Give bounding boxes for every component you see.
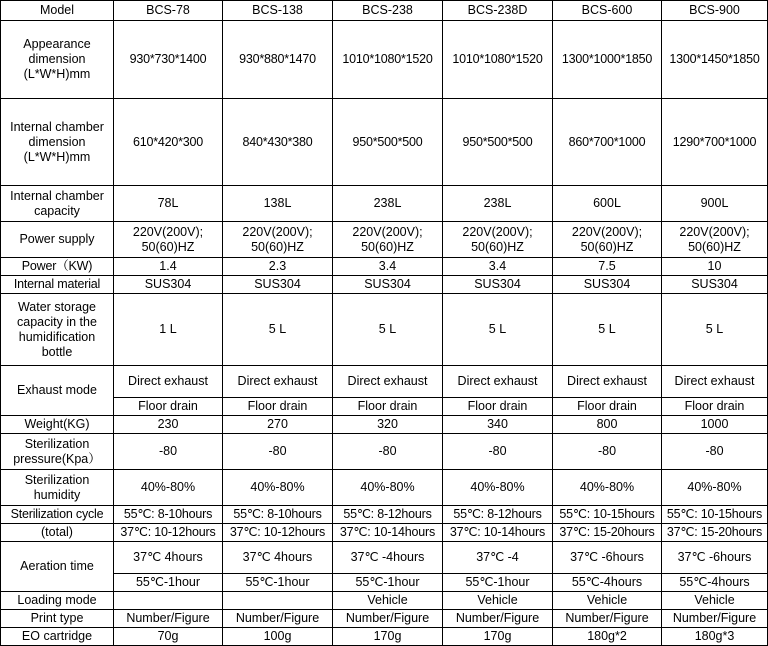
table-cell: 40%-80% <box>443 470 553 506</box>
table-cell: 55℃-4hours <box>662 574 768 592</box>
header-cell: BCS-238 <box>333 1 443 21</box>
table-cell: 950*500*500 <box>333 99 443 186</box>
table-cell: 37℃ 4hours <box>223 542 333 574</box>
table-row-power-supply <box>1 222 768 258</box>
table-row-humidity <box>1 470 768 506</box>
table-cell: SUS304 <box>443 276 553 294</box>
header-row <box>1 1 768 21</box>
table-cell: 340 <box>443 416 553 434</box>
row-label: Sterilization pressure(Kpa） <box>1 434 114 470</box>
table-cell: 180g*3 <box>662 628 768 646</box>
table-cell <box>114 592 223 610</box>
table-cell: 1000 <box>662 416 768 434</box>
table-cell: -80 <box>662 434 768 470</box>
row-label: Exhaust mode <box>1 366 114 416</box>
table-cell: 37℃: 10-14hours <box>443 524 553 542</box>
table-cell: 40%-80% <box>223 470 333 506</box>
row-label: Internal chamber dimension (L*W*H)mm <box>1 99 114 186</box>
table-cell: -80 <box>443 434 553 470</box>
table-cell: 930*880*1470 <box>223 21 333 99</box>
table-cell: Vehicle <box>553 592 662 610</box>
table-row-appearance <box>1 21 768 99</box>
table-cell: 55℃-1hour <box>223 574 333 592</box>
header-cell: BCS-238D <box>443 1 553 21</box>
table-cell: Direct exhaust <box>443 366 553 398</box>
table-row-exhaust-2 <box>1 398 768 416</box>
table-cell: Number/Figure <box>223 610 333 628</box>
table-cell: 37℃: 15-20hours <box>553 524 662 542</box>
table-cell: 1300*1000*1850 <box>553 21 662 99</box>
table-row-capacity <box>1 186 768 222</box>
table-cell: 600L <box>553 186 662 222</box>
table-cell: 40%-80% <box>333 470 443 506</box>
table-row-water-storage <box>1 294 768 366</box>
table-cell: Floor drain <box>662 398 768 416</box>
table-cell: 900L <box>662 186 768 222</box>
table-cell: Direct exhaust <box>662 366 768 398</box>
table-cell: -80 <box>333 434 443 470</box>
header-cell: BCS-78 <box>114 1 223 21</box>
table-cell: 1010*1080*1520 <box>443 21 553 99</box>
table-row-cycle <box>1 506 768 524</box>
table-cell: 270 <box>223 416 333 434</box>
table-cell: -80 <box>223 434 333 470</box>
table-row-aeration-2 <box>1 574 768 592</box>
table-cell: 950*500*500 <box>443 99 553 186</box>
table-cell: 180g*2 <box>553 628 662 646</box>
table-cell: 55℃: 10-15hours <box>662 506 768 524</box>
table-cell: -80 <box>114 434 223 470</box>
table-cell: 138L <box>223 186 333 222</box>
table-cell: 55℃: 8-10hours <box>223 506 333 524</box>
row-label: Loading mode <box>1 592 114 610</box>
table-cell: 55℃-1hour <box>114 574 223 592</box>
table-cell: Vehicle <box>333 592 443 610</box>
table-cell: 1300*1450*1850 <box>662 21 768 99</box>
table-cell: 238L <box>333 186 443 222</box>
table-cell: 10 <box>662 258 768 276</box>
table-cell: Direct exhaust <box>114 366 223 398</box>
table-cell: 55℃-1hour <box>333 574 443 592</box>
table-row-weight <box>1 416 768 434</box>
row-label: Aeration time <box>1 542 114 592</box>
header-cell: BCS-900 <box>662 1 768 21</box>
table-cell: 220V(200V); 50(60)HZ <box>662 222 768 258</box>
table-cell: Floor drain <box>333 398 443 416</box>
table-cell: 37℃ 4hours <box>114 542 223 574</box>
table-row-loading <box>1 592 768 610</box>
table-cell: 610*420*300 <box>114 99 223 186</box>
table-cell: 37℃ -4 <box>443 542 553 574</box>
table-cell: 55℃-4hours <box>553 574 662 592</box>
table-cell: 5 L <box>223 294 333 366</box>
table-cell: 55℃: 8-12hours <box>443 506 553 524</box>
row-label: Power supply <box>1 222 114 258</box>
table-cell <box>223 592 333 610</box>
table-cell: 320 <box>333 416 443 434</box>
table-cell: 1.4 <box>114 258 223 276</box>
table-cell: 238L <box>443 186 553 222</box>
table-cell: 1 L <box>114 294 223 366</box>
row-label: Sterilization cycle <box>1 506 114 524</box>
table-cell: 860*700*1000 <box>553 99 662 186</box>
table-cell: SUS304 <box>553 276 662 294</box>
table-cell: Vehicle <box>662 592 768 610</box>
table-cell: 37℃ -4hours <box>333 542 443 574</box>
table-cell: 170g <box>333 628 443 646</box>
table-cell: 55℃-1hour <box>443 574 553 592</box>
table-cell: Floor drain <box>553 398 662 416</box>
table-cell: SUS304 <box>662 276 768 294</box>
header-cell-model: Model <box>1 1 114 21</box>
table-cell: 55℃: 8-12hours <box>333 506 443 524</box>
table-cell: Number/Figure <box>662 610 768 628</box>
table-cell: Floor drain <box>223 398 333 416</box>
table-cell: Direct exhaust <box>553 366 662 398</box>
table-row-aeration <box>1 542 768 574</box>
table-row-pressure <box>1 434 768 470</box>
table-cell: 5 L <box>443 294 553 366</box>
table-cell: 5 L <box>662 294 768 366</box>
table-cell: 800 <box>553 416 662 434</box>
table-cell: 7.5 <box>553 258 662 276</box>
table-cell: 55℃: 8-10hours <box>114 506 223 524</box>
header-cell: BCS-600 <box>553 1 662 21</box>
table-cell: Number/Figure <box>333 610 443 628</box>
table-cell: Number/Figure <box>553 610 662 628</box>
row-label: Power（KW) <box>1 258 114 276</box>
table-cell: 40%-80% <box>662 470 768 506</box>
table-cell: 100g <box>223 628 333 646</box>
table-cell: SUS304 <box>223 276 333 294</box>
table-cell: Floor drain <box>443 398 553 416</box>
header-cell: BCS-138 <box>223 1 333 21</box>
table-row-internal-dimension <box>1 99 768 186</box>
table-cell: 220V(200V); 50(60)HZ <box>333 222 443 258</box>
table-cell: 37℃ -6hours <box>662 542 768 574</box>
table-cell: 37℃: 10-12hours <box>114 524 223 542</box>
table-cell: 230 <box>114 416 223 434</box>
table-cell: 220V(200V); 50(60)HZ <box>553 222 662 258</box>
table-cell: 2.3 <box>223 258 333 276</box>
table-cell: 3.4 <box>443 258 553 276</box>
table-cell: 220V(200V); 50(60)HZ <box>114 222 223 258</box>
table-cell: Floor drain <box>114 398 223 416</box>
table-cell: 78L <box>114 186 223 222</box>
table-row-cycle-2 <box>1 524 768 542</box>
row-label: EO cartridge <box>1 628 114 646</box>
table-cell: 930*730*1400 <box>114 21 223 99</box>
row-label: Water storage capacity in the humidification bottle <box>1 294 114 366</box>
table-row-print-type <box>1 610 768 628</box>
table-cell: 40%-80% <box>114 470 223 506</box>
table-cell: Number/Figure <box>443 610 553 628</box>
table-cell: 37℃ -6hours <box>553 542 662 574</box>
row-label: Appearance dimension (L*W*H)mm <box>1 21 114 99</box>
table-cell: 1290*700*1000 <box>662 99 768 186</box>
table-cell: SUS304 <box>333 276 443 294</box>
table-cell: 220V(200V); 50(60)HZ <box>223 222 333 258</box>
row-label: Internal material <box>1 276 114 294</box>
table-cell: 5 L <box>553 294 662 366</box>
table-cell: 5 L <box>333 294 443 366</box>
table-cell: 70g <box>114 628 223 646</box>
row-label: (total) <box>1 524 114 542</box>
table-cell: Direct exhaust <box>223 366 333 398</box>
row-label: Sterilization humidity <box>1 470 114 506</box>
row-label: Weight(KG) <box>1 416 114 434</box>
table-row-power <box>1 258 768 276</box>
table-cell: 3.4 <box>333 258 443 276</box>
table-row-exhaust <box>1 366 768 398</box>
row-label: Internal chamber capacity <box>1 186 114 222</box>
table-cell: Number/Figure <box>114 610 223 628</box>
table-cell: 37℃: 15-20hours <box>662 524 768 542</box>
table-cell: 220V(200V); 50(60)HZ <box>443 222 553 258</box>
table-cell: -80 <box>553 434 662 470</box>
table-row-eo-cartridge <box>1 628 768 646</box>
table-cell: 1010*1080*1520 <box>333 21 443 99</box>
table-cell: SUS304 <box>114 276 223 294</box>
table-cell: Vehicle <box>443 592 553 610</box>
table-cell: 40%-80% <box>553 470 662 506</box>
table-cell: Direct exhaust <box>333 366 443 398</box>
table-cell: 37℃: 10-14hours <box>333 524 443 542</box>
table-cell: 170g <box>443 628 553 646</box>
table-cell: 55℃: 10-15hours <box>553 506 662 524</box>
table-cell: 37℃: 10-12hours <box>223 524 333 542</box>
table-row-material <box>1 276 768 294</box>
table-cell: 840*430*380 <box>223 99 333 186</box>
row-label: Print type <box>1 610 114 628</box>
